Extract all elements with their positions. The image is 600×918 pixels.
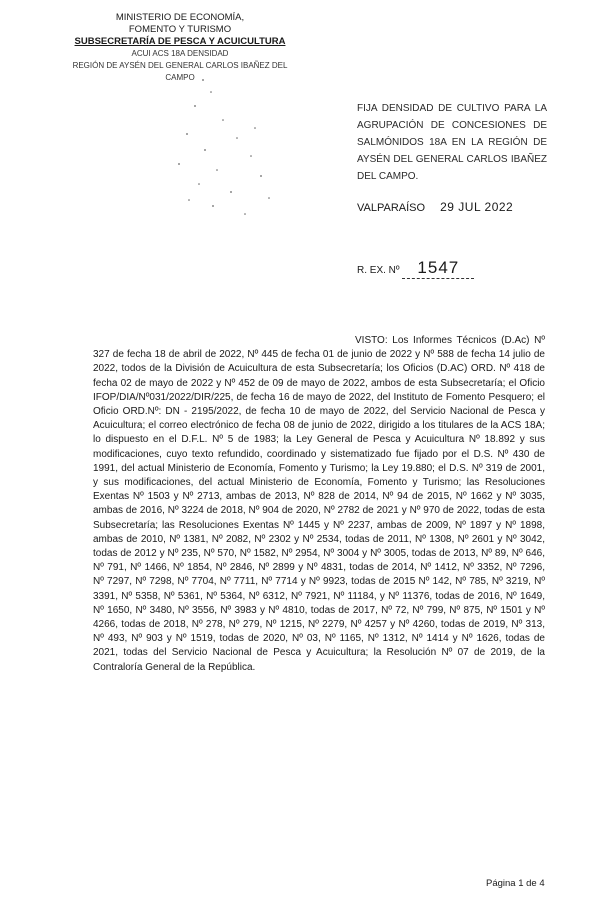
document-body: [93, 334, 545, 675]
resolution-title: FIJA DENSIDAD DE CULTIVO PARA LA AGRUPACIÓN DE CONCESIONES DE SALMÓNIDOS 18A EN LA REGIÓN DE AYSÉN DEL GENERAL CARLOS IBAÑEZ DEL CAMPO.: [357, 103, 547, 182]
ministry-line-1: MINISTERIO DE ECONOMÍA,: [115, 12, 245, 23]
place-date-line: [357, 200, 513, 214]
subsecretariat-line: SUBSECRETARÍA DE PESCA Y ACUICULTURA: [74, 36, 286, 47]
rex-number: 1547: [402, 258, 474, 279]
stamped-date: 29 JUL 2022: [440, 200, 514, 214]
rex-label: R. EX. Nº: [357, 265, 400, 276]
ministry-line-2: FOMENTO Y TURISMO: [128, 24, 232, 35]
visto-paragraph: VISTO: Los Informes Técnicos (D.Ac) Nº 327 de fecha 18 de abril de 2022, Nº 445 de fecha 01 de junio de 2022 y Nº 588 de fecha 14 julio de 2022, todos de la División de Acuicultura de esta Subsecretaría; los Oficios (D.AC) ORD. Nº 418 de fecha 02 de mayo de 2022 y Nº 452 de 09 de mayo de 2022, ambos de esta Subsecretaría; el Oficio IFOP/DIA/Nº031/2022/DIR/225, de fecha 16 de mayo de 2022, del Instituto de Fomento Pesquero; el Oficio ORD.Nº: DN - 2195/2022, de fecha 10 de mayo de 2022, del Servicio Nacional de Pesca y Acuicultura; el correo electrónico de fecha 08 de junio de 2022, dirigido a los titulares de la ACS 18A; lo dispuesto en el D.F.L. Nº 5 de 1983; la Ley General de Pesca y Acuicultura Nº 18.892 y sus modificaciones, cuyo texto refundido, coordinado y sistematizado fue fijado por el D.S. Nº 430 de 1991, del actual Ministerio de Economía, Fomento y Turismo; la Ley 19.880; el D.S. Nº 319 de 2001, y sus modificaciones, del actual Ministerio de Economía, Fomento y Turismo; las Resoluciones Exentas Nº 1503 y Nº 2713, ambas de 2013, Nº 828 de 2014, Nº 94 de 2015, Nº 1662 y Nº 3035, ambas de 2016, Nº 3224 de 2018, Nº 904 de 2020, Nº 2782 de 2021 y Nº 970 de 2022, todas de esta Subsecretaría; las Resoluciones Exentas Nº 1445 y Nº 2237, ambas de 2009, Nº 1897 y Nº 1898, ambas de 2010, Nº 1381, Nº 2082, Nº 2302 y Nº 2534, todas de 2011, Nº 1308, Nº 2601 y Nº 3042, todas de 2012 y Nº 235, Nº 570, Nº 1582, Nº 2954, Nº 3004 y Nº 3005, todas de 2013, Nº 89, Nº 646, Nº 791, Nº 1466, Nº 1854, Nº 2846, Nº 2899 y Nº 4831, todas de 2014, Nº 1412, Nº 3352, Nº 7296, Nº 7297, Nº 7298, Nº 7704, Nº 7711, Nº 7714 y Nº 9923, todas de 2015 Nº 142, Nº 785, Nº 3219, Nº 3391, Nº 5358, Nº 5361, Nº 5364, Nº 6312, Nº 7921, Nº 11184, y Nº 11376, todas de 2016, Nº 1649, Nº 1650, Nº 3480, Nº 3556, Nº 3983 y Nº 4810, todas de 2017, Nº 72, Nº 799, Nº 875, Nº 1501 y Nº 4266, todas de 2018, Nº 278, Nº 279, Nº 1215, Nº 2279, Nº 4257 y Nº 4260, todas de 2019, Nº 313, Nº 493, Nº 903 y Nº 1519, todas de 2020, Nº 03, Nº 1165, Nº 1312, Nº 1414 y Nº 1626, todas de 2021, todas del Servicio Nacional de Pesca y Acuicultura; la Resolución Nº 07 de 2019, de la Contraloría General de la República.: [93, 335, 545, 673]
page-number: Página 1 de 4: [486, 878, 545, 889]
region-line: REGIÓN DE AYSÉN DEL GENERAL CARLOS IBAÑEZ DEL CAMPO: [72, 61, 288, 82]
stamp-dots-mark: [165, 72, 285, 222]
place-label: VALPARAÍSO: [357, 202, 426, 214]
resolution-number-line: [357, 258, 474, 279]
reference-line: ACUI ACS 18A DENSIDAD: [131, 49, 229, 58]
